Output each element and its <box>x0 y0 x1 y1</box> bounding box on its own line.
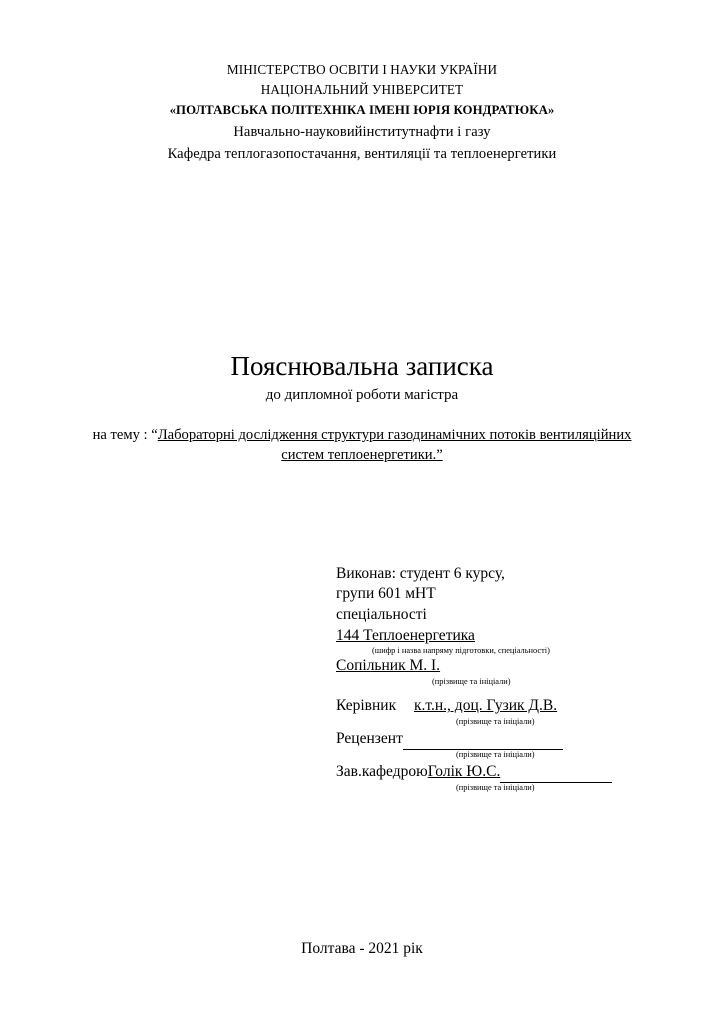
topic-line-1: Лабораторні дослідження структури газодинамічних потоків вентиляційних <box>157 427 632 444</box>
specialty-note: (шифр і назва напряму підготовки, спеціальності) <box>372 646 550 656</box>
reviewer-value-line <box>403 733 563 750</box>
signature-fields <box>336 564 688 792</box>
reviewer-note: (прізвище та ініціали) <box>456 749 535 759</box>
supervisor-value: к.т.н., доц. Гузик Д.В. <box>414 697 558 715</box>
footer-city-year: Полтава - 2021 рік <box>301 940 423 957</box>
university-line: НАЦІОНАЛЬНИЙ УНІВЕРСИТЕТ <box>260 82 464 98</box>
topic-prefix: на тему : “ <box>92 427 158 444</box>
institute-line: Навчально-науковийінститутнафти і газу <box>233 123 491 140</box>
student-name: Сопільник М. І. <box>336 657 441 675</box>
topic-block <box>36 426 688 465</box>
specialty-value-row <box>336 626 688 647</box>
topic-line-2-wrap <box>36 446 688 466</box>
topic-line-2: систем теплоенергетики.” <box>281 447 443 464</box>
ministry-line: МІНІСТЕРСТВО ОСВІТИ І НАУКИ УКРАЇНИ <box>226 62 498 77</box>
performer-row: Виконав: студент 6 курсу, <box>336 564 505 582</box>
student-name-row <box>336 656 688 677</box>
reviewer-label: Рецензент <box>336 730 403 748</box>
supervisor-row <box>336 696 688 717</box>
head-label: Зав.кафедрою <box>336 762 428 780</box>
head-value-line <box>500 766 612 783</box>
head-row <box>336 762 688 783</box>
header-spacer <box>36 166 688 346</box>
document-title: Пояснювальна записка <box>230 350 494 381</box>
head-note: (прізвище та ініціали) <box>456 782 535 792</box>
fields-gap <box>336 686 688 696</box>
document-subtitle: до дипломної роботи магістра <box>265 387 459 404</box>
head-value: Голік Ю.С. <box>427 762 501 780</box>
header-block <box>36 60 688 166</box>
department-line: Кафедра теплогазопостачання, вентиляції та теплоенергетики <box>167 146 557 163</box>
supervisor-note: (прізвище та ініціали) <box>456 716 535 726</box>
group-row: групи 601 мНТ <box>336 585 436 603</box>
reviewer-row <box>336 729 688 750</box>
specialty-row: спеціальності <box>336 605 427 623</box>
supervisor-label: Керівник <box>336 697 397 715</box>
student-note: (прізвище та ініціали) <box>432 677 511 687</box>
university-name-line: «ПОЛТАВСЬКА ПОЛІТЕХНІКА ІМЕНІ ЮРІЯ КОНДРАТЮКА» <box>169 102 555 117</box>
specialty-value: 144 Теплоенергетика <box>336 626 475 644</box>
